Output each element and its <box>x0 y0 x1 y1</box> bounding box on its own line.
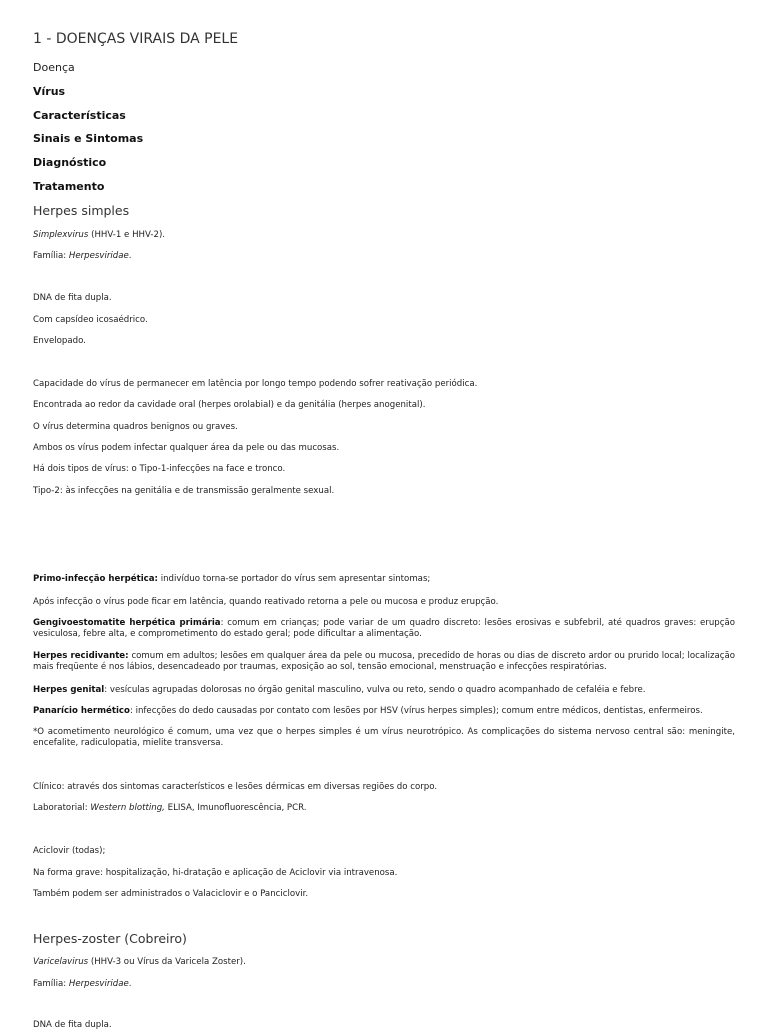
descricao-item: Há dois tipos de vírus: o Tipo-1-infecções na face e tronco. <box>33 464 286 474</box>
diagnostico-laboratorial: Laboratorial: Western blotting, ELISA, Imunofluorescência, PCR. <box>33 803 307 813</box>
header-virus: Vírus <box>33 85 66 98</box>
virus-line: Simplexvirus (HHV-1 e HHV-2). <box>33 230 166 240</box>
header-doenca: Doença <box>33 61 75 74</box>
sinais-recidivante: Herpes recidivante: comum em adultos; lesões em qualquer área da pele ou mucosa, precedido de horas ou dias de discreto ardor ou prurido local; localização mais freqüente é nos lábios, desencadeado por traumas, exposição ao sol, tensão emocional, menstruação e infecções respiratórias. <box>33 651 735 672</box>
family-line: Família: Herpesviridae. <box>33 979 132 989</box>
sinais-panaricio: Panarício hermético: infecções do dedo causadas por contato com lesões por HSV (vírus herpes simples); comum entre médicos, dentistas, enfermeiros. <box>33 706 703 716</box>
sinais-nota: *O acometimento neurológico é comum, uma vez que o herpes simples é um vírus neurotrópico. As complicações do sistema nervoso central são: meningite, encefalite, radiculopatia, mielite transversa. <box>33 727 735 748</box>
descricao-item: Ambos os vírus podem infectar qualquer área da pele ou das mucosas. <box>33 443 340 453</box>
header-tratamento: Tratamento <box>33 180 105 193</box>
sinais-genital: Herpes genital: vesículas agrupadas dolorosas no órgão genital masculino, vulva ou reto, sendo o quadro acompanhado de cefaléia e febre. <box>33 685 646 695</box>
tratamento-item: Também podem ser administrados o Valaciclovir e o Panciclovir. <box>33 889 309 899</box>
descricao-item: Tipo-2: às infecções na genitália e de transmissão geralmente sexual. <box>33 486 335 496</box>
virus-line: Varicelavirus (HHV-3 ou Vírus da Varicela Zoster). <box>33 957 246 967</box>
tratamento-item: Na forma grave: hospitalização, hi-dratação e aplicação de Aciclovir via intravenosa. <box>33 868 398 878</box>
sinais-apos: Após infecção o vírus pode ficar em latência, quando reativado retorna a pele ou mucosa e produz erupção. <box>33 597 499 607</box>
page-title: 1 - DOENÇAS VIRAIS DA PELE <box>33 31 239 47</box>
caracteristica-item: Com capsídeo icosaédrico. <box>33 315 148 325</box>
header-caracteristicas: Características <box>33 109 126 122</box>
caracteristica-item: DNA de fita dupla. <box>33 293 112 303</box>
descricao-item: Encontrada ao redor da cavidade oral (herpes orolabial) e da genitália (herpes anogenital). <box>33 400 426 410</box>
tratamento-item: Aciclovir (todas); <box>33 846 106 856</box>
family-line: Família: Herpesviridae. <box>33 251 132 261</box>
caracteristica-item-cut: DNA de fita dupla. <box>33 1020 112 1030</box>
sinais-primo: Primo-infecção herpética: indivíduo torna-se portador do vírus sem apresentar sintomas; <box>33 574 431 584</box>
disease-name-herpes-simples: Herpes simples <box>33 203 130 218</box>
descricao-item: Capacidade do vírus de permanecer em latência por longo tempo podendo sofrer reativação periódica. <box>33 379 478 389</box>
caracteristica-item: Envelopado. <box>33 336 86 346</box>
header-sinais: Sinais e Sintomas <box>33 132 144 145</box>
disease-name-herpes-zoster: Herpes-zoster (Cobreiro) <box>33 931 187 946</box>
header-diagnostico: Diagnóstico <box>33 156 107 169</box>
descricao-item: O vírus determina quadros benignos ou graves. <box>33 422 238 432</box>
diagnostico-clinico: Clínico: através dos sintomas característicos e lesões dérmicas em diversas regiões do corpo. <box>33 782 438 792</box>
sinais-gengivo: Gengivoestomatite herpética primária: comum em crianças; pode variar de um quadro discreto: lesões erosivas e subfebril, até quadros graves: erupção vesiculosa, febre alta, e comprometimento do estado geral; pode dificultar a alimentação. <box>33 618 735 639</box>
